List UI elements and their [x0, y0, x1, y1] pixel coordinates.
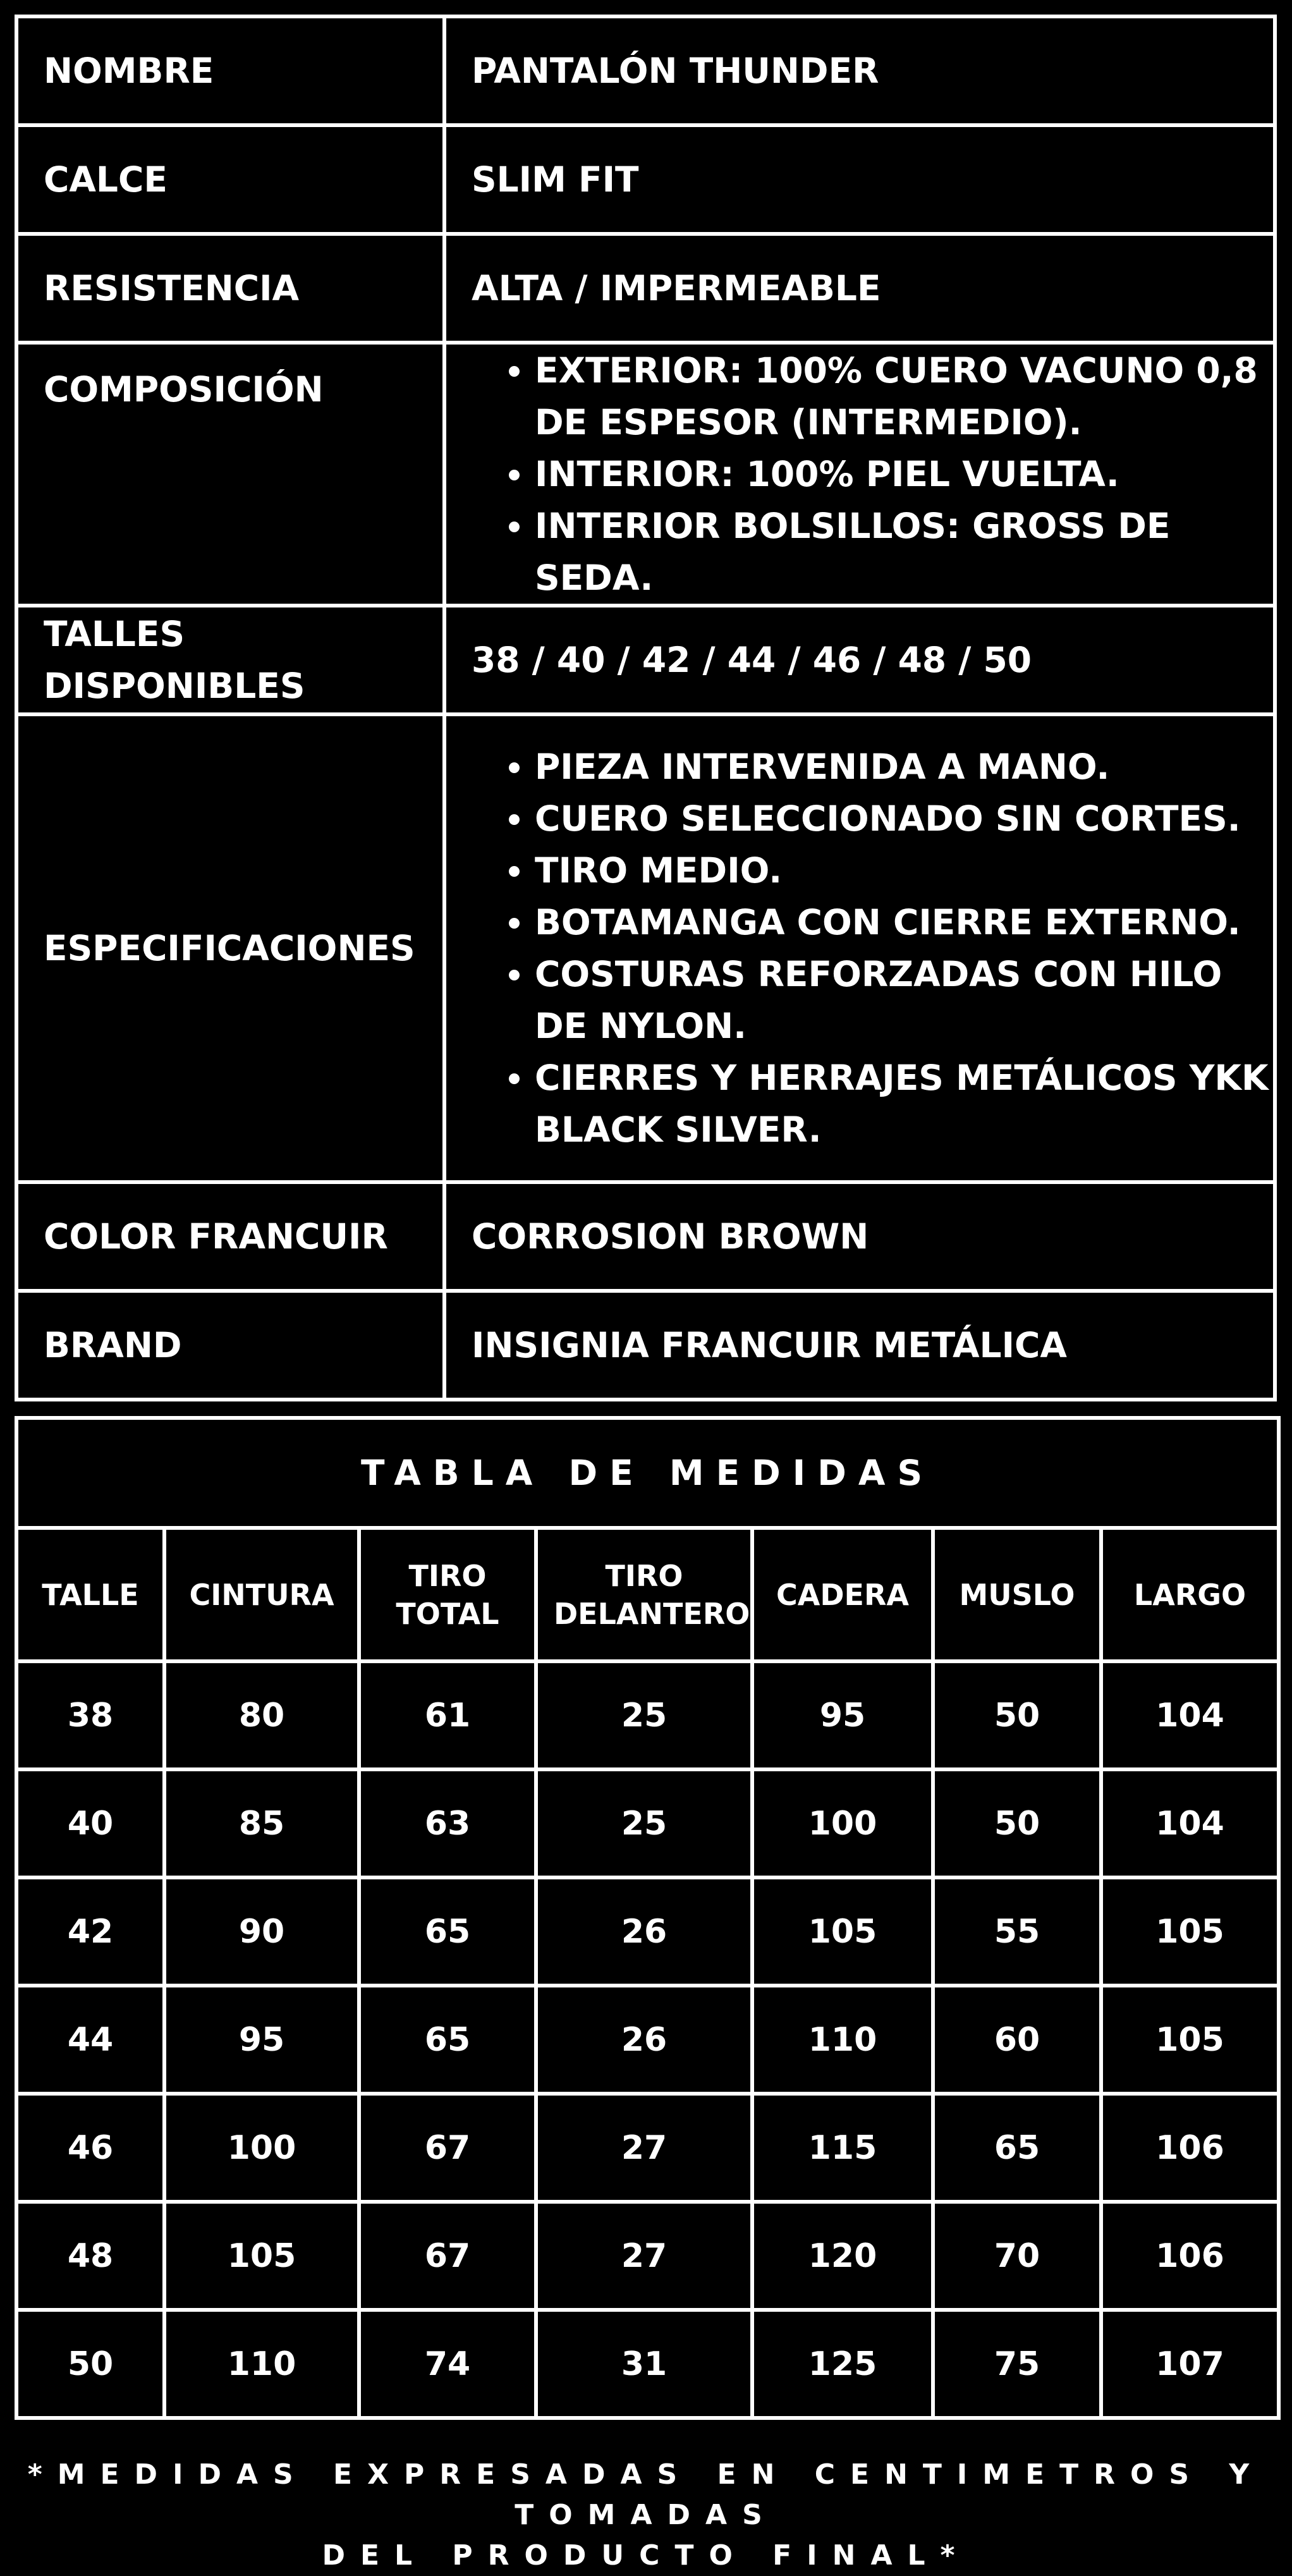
size-chart-header-row — [16, 1528, 1279, 1661]
table-cell: 106 — [1101, 2202, 1279, 2310]
table-row — [16, 2202, 1279, 2310]
table-cell: 65 — [359, 1877, 536, 1986]
table-cell: 61 — [359, 1661, 536, 1769]
spec-row-resistencia — [16, 234, 1275, 343]
spec-row-calce — [16, 125, 1275, 234]
column-header-largo: LARGO — [1101, 1528, 1279, 1661]
spec-value: 38 / 40 / 42 / 44 / 46 / 48 / 50 — [444, 606, 1275, 714]
table-cell: 27 — [536, 2094, 752, 2202]
spec-row-color — [16, 1182, 1275, 1291]
spec-value: CORROSION BROWN — [444, 1182, 1275, 1291]
specifications-list — [472, 741, 1273, 1156]
table-cell: 105 — [1101, 1986, 1279, 2094]
table-cell: 125 — [752, 2310, 933, 2418]
table-cell: 104 — [1101, 1769, 1279, 1877]
product-spec-table — [15, 15, 1277, 1401]
table-cell: 46 — [16, 2094, 164, 2202]
spec-value: PANTALÓN THUNDER — [444, 16, 1275, 125]
table-row — [16, 1661, 1279, 1769]
list-item: • INTERIOR: 100% PIEL VUELTA. — [535, 448, 1273, 500]
table-cell: 50 — [16, 2310, 164, 2418]
spec-row-nombre — [16, 16, 1275, 125]
column-header-tiro-delantero — [536, 1528, 752, 1661]
header-text: TIRO TOTAL — [396, 1558, 499, 1631]
size-chart-title-row — [16, 1418, 1279, 1528]
table-cell: 70 — [933, 2202, 1101, 2310]
column-header-talle: TALLE — [16, 1528, 164, 1661]
table-cell: 106 — [1101, 2094, 1279, 2202]
table-cell: 26 — [536, 1986, 752, 2094]
table-cell: 100 — [164, 2094, 359, 2202]
spec-row-brand — [16, 1291, 1275, 1400]
table-cell: 31 — [536, 2310, 752, 2418]
table-cell: 95 — [164, 1986, 359, 2094]
spec-label: TALLES DISPONIBLES — [16, 606, 444, 714]
spec-label: CALCE — [16, 125, 444, 234]
column-header-cintura: CINTURA — [164, 1528, 359, 1661]
list-item: • BOTAMANGA CON CIERRE EXTERNO. — [535, 896, 1273, 948]
spec-label: NOMBRE — [16, 16, 444, 125]
list-item: • EXTERIOR: 100% CUERO VACUNO 0,8 DE ESPESOR (INTERMEDIO). — [535, 345, 1273, 448]
table-cell: 120 — [752, 2202, 933, 2310]
table-cell: 80 — [164, 1661, 359, 1769]
list-item: • COSTURAS REFORZADAS CON HILO DE NYLON. — [535, 948, 1273, 1052]
table-cell: 42 — [16, 1877, 164, 1986]
table-cell: 38 — [16, 1661, 164, 1769]
table-cell: 25 — [536, 1661, 752, 1769]
spec-value: INSIGNIA FRANCUIR METÁLICA — [444, 1291, 1275, 1400]
spec-label: ESPECIFICACIONES — [16, 714, 444, 1182]
table-cell: 27 — [536, 2202, 752, 2310]
column-header-muslo: MUSLO — [933, 1528, 1101, 1661]
table-cell: 104 — [1101, 1661, 1279, 1769]
header-text: TIRO DELANTERO — [554, 1558, 750, 1631]
table-cell: 26 — [536, 1877, 752, 1986]
table-cell: 48 — [16, 2202, 164, 2310]
spec-value-list — [444, 343, 1275, 606]
list-item: • CIERRES Y HERRAJES METÁLICOS YKK BLACK SILVER. — [535, 1052, 1273, 1156]
table-cell: 50 — [933, 1661, 1101, 1769]
table-cell: 67 — [359, 2202, 536, 2310]
spec-label: COMPOSICIÓN — [16, 343, 444, 606]
list-item: • TIRO MEDIO. — [535, 845, 1273, 896]
table-cell: 65 — [933, 2094, 1101, 2202]
table-cell: 60 — [933, 1986, 1101, 2094]
table-row — [16, 1877, 1279, 1986]
table-cell: 95 — [752, 1661, 933, 1769]
table-row — [16, 2310, 1279, 2418]
table-cell: 63 — [359, 1769, 536, 1877]
table-cell: 105 — [752, 1877, 933, 1986]
list-item: • CUERO SELECCIONADO SIN CORTES. — [535, 793, 1273, 845]
size-chart-table — [15, 1416, 1281, 2420]
list-item: • INTERIOR BOLSILLOS: GROSS DE SEDA. — [535, 500, 1273, 604]
table-cell: 44 — [16, 1986, 164, 2094]
spec-value: ALTA / IMPERMEABLE — [444, 234, 1275, 343]
table-cell: 74 — [359, 2310, 536, 2418]
table-cell: 65 — [359, 1986, 536, 2094]
spec-label: BRAND — [16, 1291, 444, 1400]
column-header-cadera: CADERA — [752, 1528, 933, 1661]
spec-row-talles — [16, 606, 1275, 714]
table-row — [16, 1769, 1279, 1877]
size-chart-body — [16, 1661, 1279, 2418]
table-cell: 25 — [536, 1769, 752, 1877]
spec-row-composicion — [16, 343, 1275, 606]
column-header-tiro-total — [359, 1528, 536, 1661]
spec-label: RESISTENCIA — [16, 234, 444, 343]
table-cell: 75 — [933, 2310, 1101, 2418]
measurement-footnote — [0, 2455, 1292, 2576]
table-cell: 90 — [164, 1877, 359, 1986]
table-cell: 110 — [752, 1986, 933, 2094]
list-item: • PIEZA INTERVENIDA A MANO. — [535, 741, 1273, 793]
spec-value: SLIM FIT — [444, 125, 1275, 234]
table-cell: 100 — [752, 1769, 933, 1877]
table-cell: 55 — [933, 1877, 1101, 1986]
table-cell: 110 — [164, 2310, 359, 2418]
table-cell: 40 — [16, 1769, 164, 1877]
table-row — [16, 2094, 1279, 2202]
table-cell: 50 — [933, 1769, 1101, 1877]
table-cell: 105 — [164, 2202, 359, 2310]
footnote-line: DEL PRODUCTO FINAL* — [322, 2539, 970, 2572]
size-chart-title: TABLA DE MEDIDAS — [16, 1418, 1279, 1528]
table-cell: 105 — [1101, 1877, 1279, 1986]
table-cell: 67 — [359, 2094, 536, 2202]
table-cell: 107 — [1101, 2310, 1279, 2418]
composition-list — [472, 345, 1273, 604]
spec-label: COLOR FRANCUIR — [16, 1182, 444, 1291]
table-row — [16, 1986, 1279, 2094]
table-cell: 85 — [164, 1769, 359, 1877]
spec-value-list — [444, 714, 1275, 1182]
footnote-line: *MEDIDAS EXPRESADAS EN CENTIMETROS Y TOMADAS — [27, 2458, 1265, 2531]
spec-row-especificaciones — [16, 714, 1275, 1182]
table-cell: 115 — [752, 2094, 933, 2202]
